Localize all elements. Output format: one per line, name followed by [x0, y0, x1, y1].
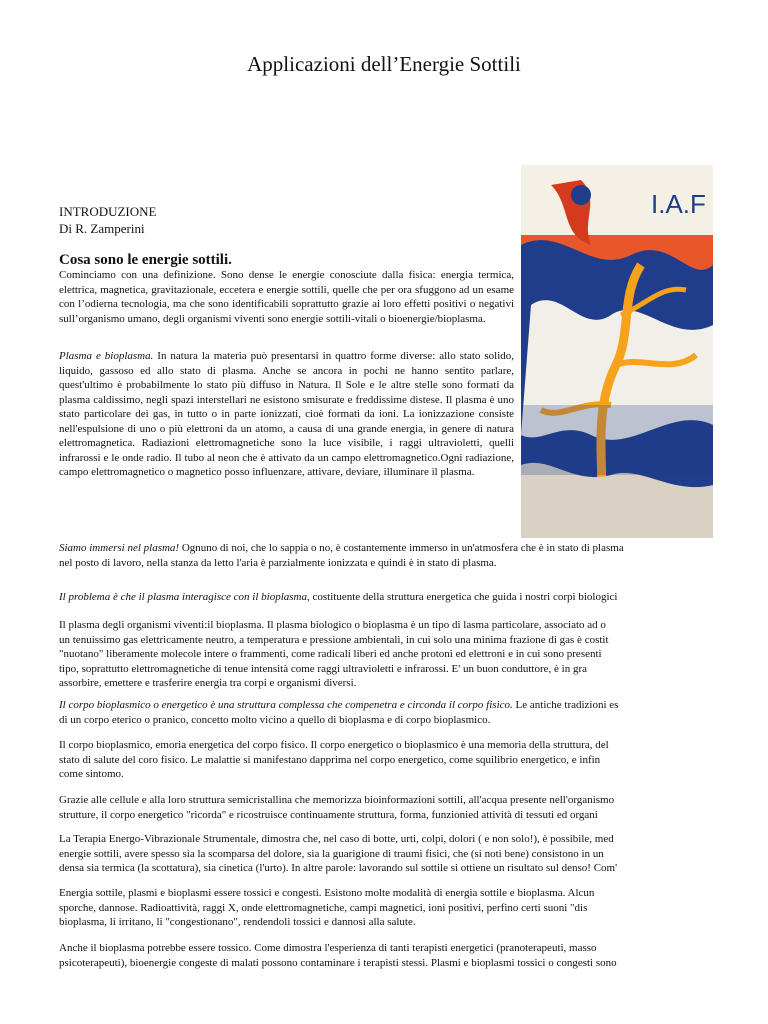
- cover-art: [521, 165, 713, 538]
- paragraph-memory: [59, 738, 713, 782]
- text-line: un tenuissimo gas elettricamente neutro, a temperatura e pressione ambientali, in cui solo una minima frazione di gas è costit: [59, 633, 609, 646]
- text-line: ultravioletti, quelli infrarossi e le onde radio. Il tubo al neon che è attivato da un campo: [59, 437, 515, 464]
- paragraph-plasma: [59, 349, 514, 480]
- text-line: In natura la materia può presentarsi in quattro forme diverse: allo: [153, 350, 456, 362]
- italic-lead: Plasma e bioplasma.: [59, 350, 154, 362]
- paragraph-cells: [59, 793, 713, 822]
- text-line: di un corpo eterico o pranico, concetto molto vicino a quello di bioplasma e di corpo bioplasmico.: [59, 713, 491, 726]
- paragraph-immersed: [59, 541, 713, 570]
- paragraph-definition: [59, 268, 514, 326]
- text-line: sporche, dannose. Radioattività, raggi X, onde elettromagnetiche, campi magnetici, ioni positivi, perfino certi suoni "dis: [59, 901, 588, 914]
- text-line: nel posto di lavoro, nella stanza da letto l'aria è parzialmente ionizzata e quindi è in stato di plasma.: [59, 556, 497, 569]
- text-line: ora sfuggono ad un esame con l’odierna tecnologia, ma che sono identificabili: [59, 283, 515, 310]
- text-line: "nuotano" liberamente molecole intere o frammenti, come radicali liberi ed anche protoni ed elettroni e in cui sono presenti: [59, 648, 602, 660]
- text-line: costituente della struttura energetica che guida i nostri corpi biologici: [309, 591, 618, 603]
- magazine-cover-image: [521, 165, 713, 538]
- text-line: come sintomo.: [59, 768, 124, 780]
- paragraph-problem: [59, 590, 713, 605]
- text-line: altre stelle sono formati da plasma caldissimo, negli spazi interstellari ne esistono: [59, 379, 515, 406]
- text-line: bioplasma, li irritano, li "congestionano", rendendoli tossici e dannosi alla salute.: [59, 916, 416, 928]
- text-line: termica, elettrica, magnetica, gravitazionale, eccetera e energie sottili, quelle che per: [59, 269, 515, 296]
- section-heading: Cosa sono le energie sottili.: [59, 252, 232, 268]
- text-line: elettromagnetico.Ogni radiazione, campo elettromagnetico o magnetico posso: [59, 451, 514, 478]
- text-line: densa sia termica (la scottatura), sia cinetica (l'urto). In altre parole: lavorando sul sottile si ottiene un risultato sul denso! Com': [59, 862, 618, 874]
- text-line: Il corpo bioplasmico, emoria energetica del corpo fisico. Il corpo energetico o bioplasmico è una memoria della struttura, del: [59, 739, 609, 751]
- italic-lead: Il corpo bioplasmico o energetico è una struttura complessa che compenetra e circonda il corpo fisico.: [59, 699, 513, 711]
- text-line: energie sottili, avere spesso sia la scomparsa del dolore, sia la guarigione di traumi fisici, che (si noti bene) consistono in un: [59, 847, 604, 860]
- paragraph-toxic-bioplasma: [59, 941, 713, 970]
- intro-author: Di R. Zamperini: [59, 221, 145, 236]
- paragraph-body-structure: [59, 698, 713, 727]
- text-line: strutture, il corpo energetico "ricorda" e ricostruisce continuamente struttura, forma, funzionied attività di tessuti ed organi: [59, 808, 598, 821]
- text-line: psicoterapeuti), bioenergie congeste di malati possono contaminare i terapisti stessi. Plasmi e bioplasmi tossici o congesti sono: [59, 956, 617, 969]
- text-line: Cominciamo con una definizione. Sono dense le energie conosciute dalla fisica: energia: [59, 269, 473, 281]
- document-title: Applicazioni dell’Energie Sottili: [247, 52, 521, 76]
- text-line: tipo, soprattutto elettromagnetiche di tenue intensità come raggi ultravioletti e infrarossi. E' un buon conduttore, è in gra: [59, 662, 587, 675]
- intro-block: [59, 203, 156, 237]
- text-line: Anche il bioplasma potrebbe essere tossico. Come dimostra l'esperienza di tanti terapisti energetici (pranoterapeuti, masso: [59, 942, 597, 954]
- text-line: Le antiche tradizioni es: [512, 699, 619, 711]
- text-line: Il plasma degli organismi viventi:il bioplasma. Il plasma biologico o bioplasma è un tipo di lasma particolare, associato ad o: [59, 619, 606, 631]
- cover-label: I.A.F: [651, 189, 706, 219]
- text-line: organismi viventi sono energie sottili-vitali o bioenergie/bioplasma.: [187, 312, 486, 325]
- italic-lead: Siamo immersi nel plasma!: [59, 542, 180, 554]
- intro-heading: INTRODUZIONE: [59, 204, 157, 219]
- text-line: stato solido, liquido, gassoso ed allo stato di plasma. Anche se ancora in pochi ne hanno: [59, 350, 515, 377]
- text-line: Ognuno di noi, che lo sappia o no, è costantemente immerso in un'atmosfera che è in stato di plasma: [179, 542, 624, 554]
- italic-lead: Il problema è che il plasma interagisce con il bioplasma,: [59, 591, 310, 603]
- text-line: assorbire, emettere e trasferire energia tra corpi e organismi diversi.: [59, 677, 357, 689]
- text-line: influenzare, attivare, deviare, illuminare il plasma.: [252, 466, 475, 478]
- text-line: Grazie alle cellule e alla loro struttura semicristallina che memorizza bioinformazioni sottili, all'acqua presente nell'organismo: [59, 794, 615, 806]
- text-line: sentito parlare, quest'ultimo è probabilmente lo stato più diffuso in Natura. Il Sole e le: [59, 364, 515, 391]
- text-line: più elettroni da un atomo, a causa di una grande energia, in genere di natura: [168, 422, 514, 435]
- paragraph-bioplasma: [59, 618, 713, 691]
- paragraph-therapy: [59, 832, 713, 876]
- paragraph-toxic-energy: [59, 886, 713, 930]
- text-line: Energia sottile, plasmi e bioplasmi essere tossici e congesti. Esistono molte modalità di energia sottile e bioplasma. Alcun: [59, 887, 595, 899]
- text-line: parte ionizzati, cioè formati da ioni. La ionizzazione consiste nell'espulsione di uno o: [59, 408, 515, 435]
- text-line: stato di salute del coro fisico. Le malattie si manifestano dapprima nel corpo energetico, come squilibrio energetico, e infin: [59, 753, 601, 766]
- text-line: La Terapia Energo-Vibrazionale Strumentale, dimostra che, nel caso di botte, urti, colpi, dolori ( e non solo!), è possibile, med: [59, 833, 614, 845]
- text-line: elettromagnetica. Radiazioni elettromagnetiche sono la luce visibile, i raggi: [59, 437, 422, 449]
- text-line: soprattutto grazie ai loro effetti positivi o negativi sull’organismo umano, degli: [59, 298, 515, 325]
- text-line: smisurate e freddissime distese. Il plasma è uno stato particolare dei gas, in tutto o in: [59, 393, 514, 420]
